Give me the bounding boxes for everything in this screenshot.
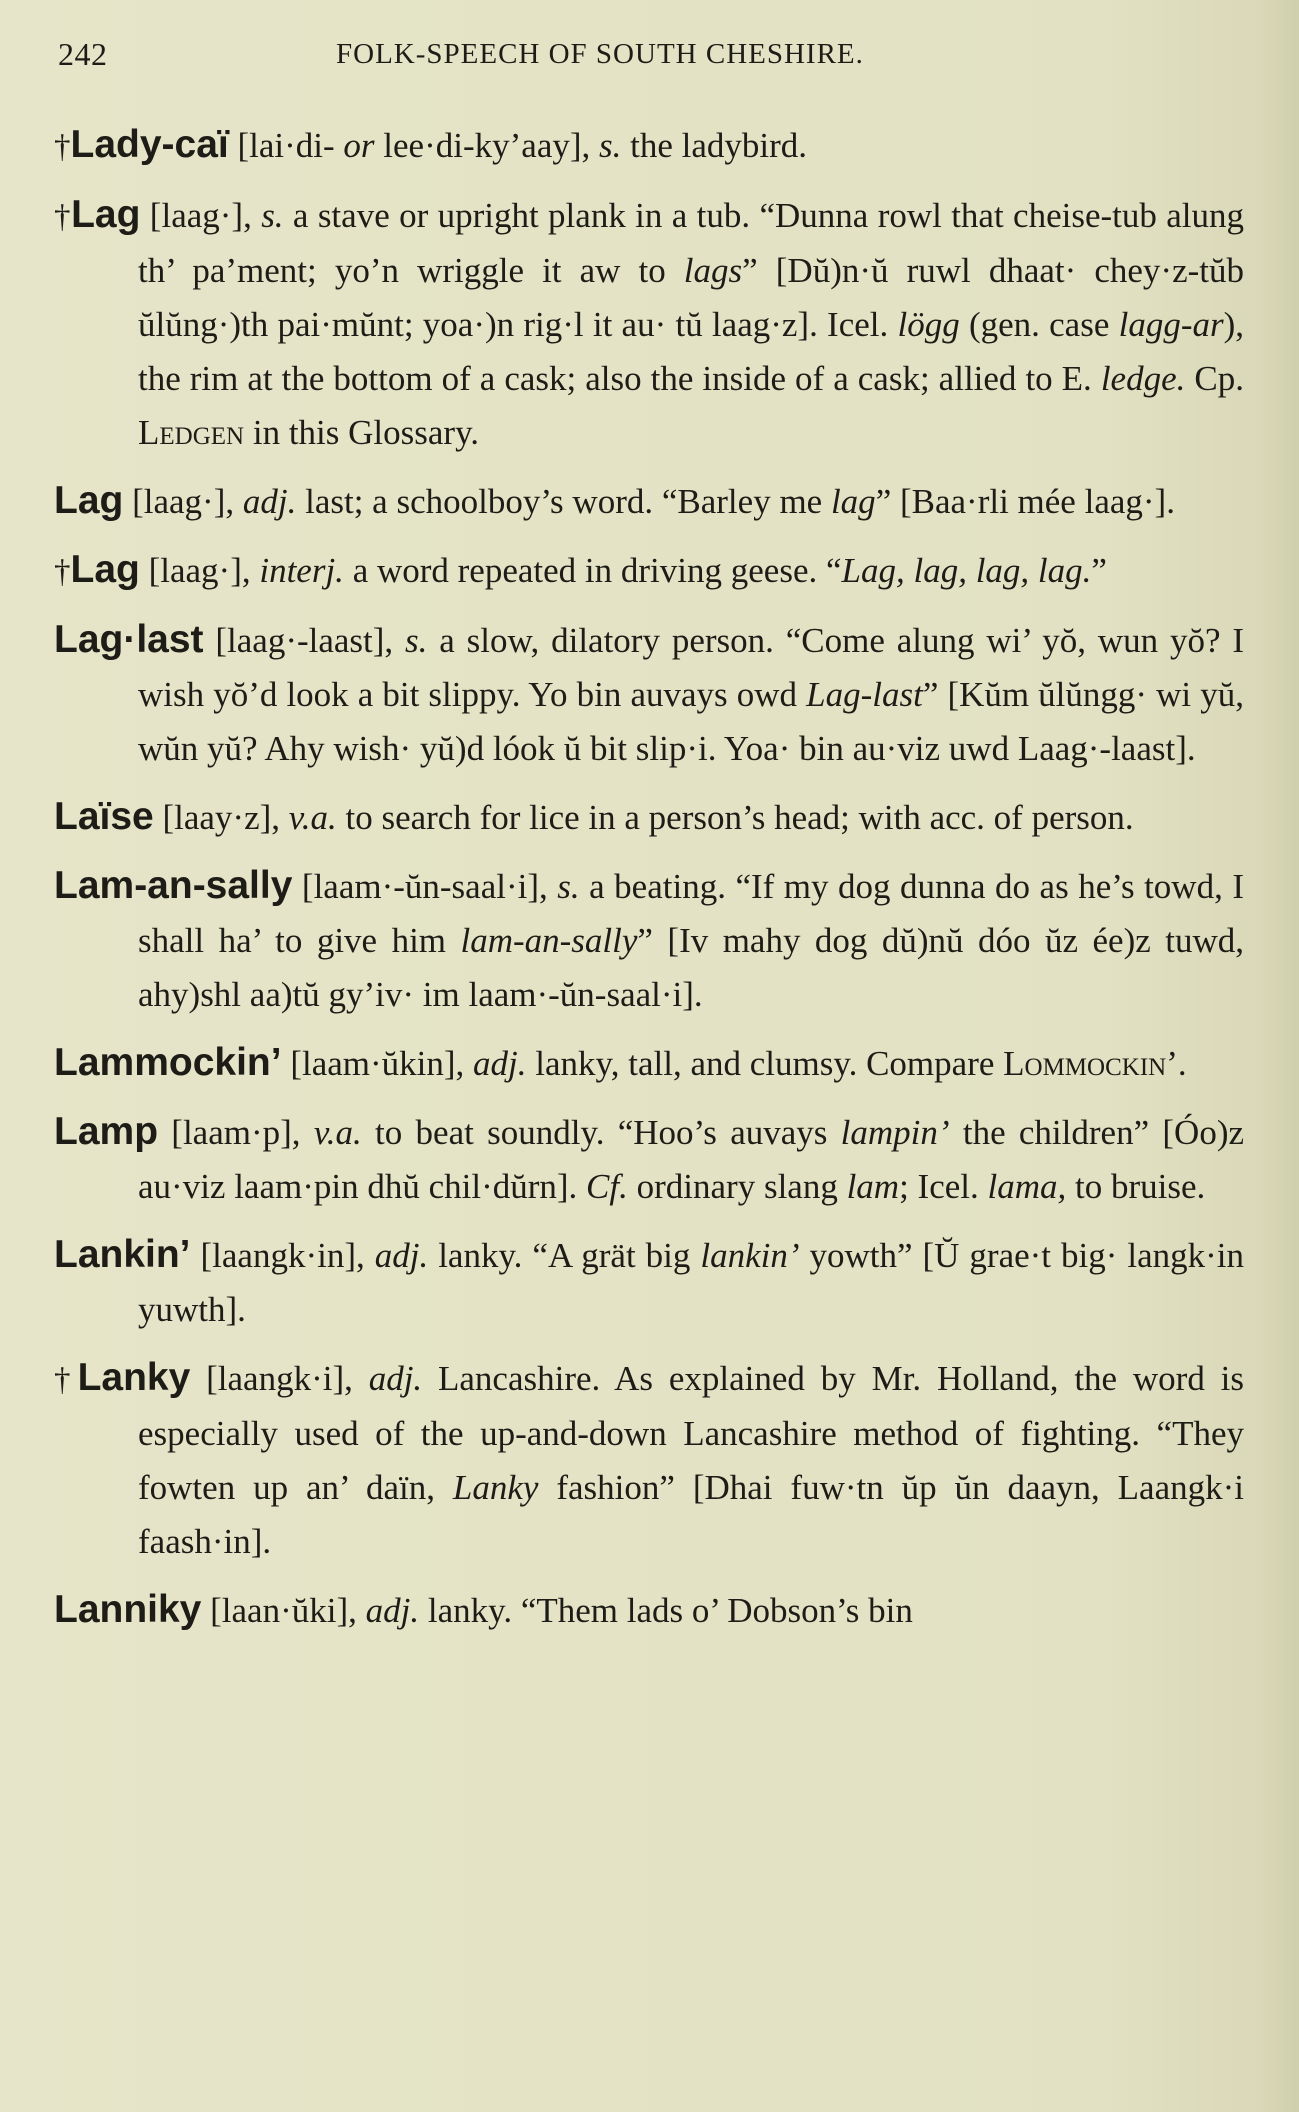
entry-text: ordinary slang	[627, 1167, 847, 1206]
entry-text: a beating. “If my dog dunna do as he’s towd, I shall ha’ to give him	[138, 867, 1244, 960]
headword: Lammockin’	[54, 1041, 282, 1084]
italic-text: s.	[557, 867, 580, 906]
italic-text: Lag-last	[806, 675, 923, 714]
headword: Lamp	[54, 1110, 159, 1153]
entry-text: [laangk·i],	[190, 1359, 369, 1398]
glossary-entry	[54, 188, 1244, 460]
entry-text: lanky. “A grät big	[428, 1236, 701, 1275]
dagger-mark: †	[54, 129, 71, 165]
italic-text: adj.	[242, 482, 297, 521]
entry-text: lanky, tall, and clumsy. Compare	[526, 1044, 1004, 1083]
glossary-entry	[54, 1105, 1244, 1214]
glossary-entry	[54, 1583, 1244, 1638]
italic-text: or	[343, 126, 375, 165]
page-header	[58, 36, 1259, 80]
glossary-entries	[54, 118, 1244, 1652]
dagger-mark: †	[54, 199, 72, 235]
glossary-entry	[54, 859, 1244, 1022]
headword: Lag	[54, 479, 124, 522]
glossary-entry	[54, 1351, 1244, 1569]
italic-text: interj.	[259, 551, 344, 590]
glossary-entry	[54, 790, 1244, 845]
entry-text: [laan·ŭki],	[201, 1591, 366, 1630]
entry-text: [laag·-laast],	[203, 621, 406, 660]
italic-text: v.a.	[288, 798, 337, 837]
entry-text: a stave or upright plank in a tub. “Dunna rowl that cheise-tub alung th’ pa’ment; yo’n wriggle it aw to	[138, 196, 1244, 290]
entry-text: last; a schoolboy’s word. “Barley me	[296, 482, 831, 521]
headword: Lag	[71, 193, 141, 236]
italic-text: s.	[599, 126, 622, 165]
headword: Lanniky	[54, 1588, 202, 1631]
entry-text: the ladybird.	[621, 126, 808, 165]
italic-text: lankin’	[700, 1236, 800, 1275]
italic-text: s.	[405, 621, 428, 660]
italic-text: lam	[846, 1167, 900, 1206]
entry-text: to beat soundly. “Hoo’s auvays	[361, 1113, 841, 1152]
entry-text: fashion” [Dhai fuw·tn ŭp ŭn daayn, Laangk·i faash·in].	[138, 1468, 1244, 1561]
entry-text: [laam·ŭkin],	[281, 1044, 474, 1083]
italic-text: adj.	[473, 1044, 527, 1083]
entry-text: [laay·z],	[153, 798, 289, 837]
headword: Lanky	[77, 1356, 191, 1399]
headword: Lag·last	[54, 618, 204, 661]
italic-text: lag	[830, 482, 876, 521]
entry-text: ”	[1091, 551, 1107, 590]
entry-text: [laag·],	[140, 196, 262, 235]
entry-text: [laam·p],	[158, 1113, 314, 1152]
entry-text: the children” [Óo)z au·viz laam·pin dhŭ chil·dŭrn].	[138, 1113, 1245, 1206]
italic-text: lagg-ar	[1118, 305, 1224, 344]
entry-text: lanky. “Them lads o’ Dobson’s bin	[419, 1591, 913, 1630]
italic-text: Lanky	[452, 1468, 539, 1507]
italic-text: Cf.	[586, 1167, 628, 1206]
entry-text: in this Glossary.	[244, 413, 480, 452]
entry-text: ), the rim at the bottom of a cask; also the inside of a cask; allied to E.	[138, 305, 1245, 398]
entry-text: [lai·di-	[228, 126, 344, 165]
headword: Laïse	[54, 795, 154, 838]
glossary-entry	[54, 1228, 1244, 1337]
italic-text: adj.	[374, 1236, 429, 1275]
entry-text: a slow, dilatory person. “Come alung wi’ yŏ, wun yŏ? I wish yŏ’d look a bit slippy. Yo bin auvays owd	[138, 621, 1244, 714]
glossary-entry	[54, 1036, 1244, 1091]
entry-text: ” [Kŭm ŭlŭngg· wi yŭ, wŭn yŭ? Ahy wish· yŭ)d lóok ŭ bit slip·i. Yoa· bin au·viz uwd Laag·-laast].	[138, 675, 1244, 768]
entry-text: ” [Dŭ)n·ŭ ruwl dhaat· chey·z-tŭb ŭlŭng·)th pai·mŭnt; yoa·)n rig·l it au· tŭ laag·z]. Icel.	[138, 251, 1244, 344]
entry-text: a word repeated in driving geese. “	[343, 551, 842, 590]
italic-text: lam-an-sally	[460, 921, 638, 960]
cross-reference: Lommockin’.	[1003, 1044, 1187, 1083]
italic-text: lama,	[987, 1167, 1067, 1206]
italic-text: lögg	[897, 305, 960, 344]
glossary-entry	[54, 613, 1244, 776]
page-number: 242	[58, 36, 108, 72]
headword: Lam-an-sally	[54, 864, 293, 907]
dagger-mark: †	[54, 554, 71, 590]
headword: Lag	[70, 548, 140, 591]
dagger-mark: †	[54, 1362, 78, 1398]
entry-text: [laangk·in],	[190, 1236, 375, 1275]
entry-text: [laam·-ŭn-saal·i],	[292, 867, 558, 906]
running-title: FOLK-SPEECH OF SOUTH CHESHIRE.	[336, 38, 864, 70]
headword: Lady-caï	[70, 123, 229, 166]
italic-text: Lag, lag, lag, lag.	[841, 551, 1092, 590]
entry-text: to search for lice in a person’s head; with acc. of person.	[336, 798, 1134, 837]
italic-text: adj.	[368, 1359, 423, 1398]
italic-text: s.	[261, 196, 284, 235]
entry-text: Cp.	[1185, 359, 1244, 398]
entry-text: [laag·],	[139, 551, 260, 590]
entry-text: ; Icel.	[899, 1167, 988, 1206]
entry-text: Lancashire. As explained by Mr. Holland, the word is especially used of the up-and-down Lancashire method of fighting. “They fowten up an’ daïn,	[138, 1359, 1245, 1507]
italic-text: v.a.	[313, 1113, 362, 1152]
glossary-entry	[54, 118, 1244, 174]
italic-text: adj.	[365, 1591, 420, 1630]
entry-text: yowth” [Ŭ grae·t big· langk·in yuwth].	[138, 1236, 1244, 1329]
italic-text: lampin’	[840, 1113, 950, 1152]
glossary-entry	[54, 474, 1244, 529]
entry-text: to bruise.	[1066, 1167, 1206, 1206]
entry-text: ” [Iv mahy dog dŭ)nŭ dóo ŭz ée)z tuwd, ahy)shl aa)tŭ gy’iv· im laam·-ŭn-saal·i].	[138, 921, 1244, 1014]
cross-reference: Ledgen	[138, 413, 245, 452]
italic-text: ledge.	[1100, 359, 1186, 398]
italic-text: lags	[683, 251, 743, 290]
glossary-entry	[54, 543, 1244, 599]
entry-text: (gen. case	[959, 305, 1119, 344]
entry-text: [laag·],	[123, 482, 243, 521]
entry-text: lee·di-ky’aay],	[374, 126, 600, 165]
entry-text: ” [Baa·rli mée laag·].	[875, 482, 1175, 521]
headword: Lankin’	[54, 1233, 191, 1276]
